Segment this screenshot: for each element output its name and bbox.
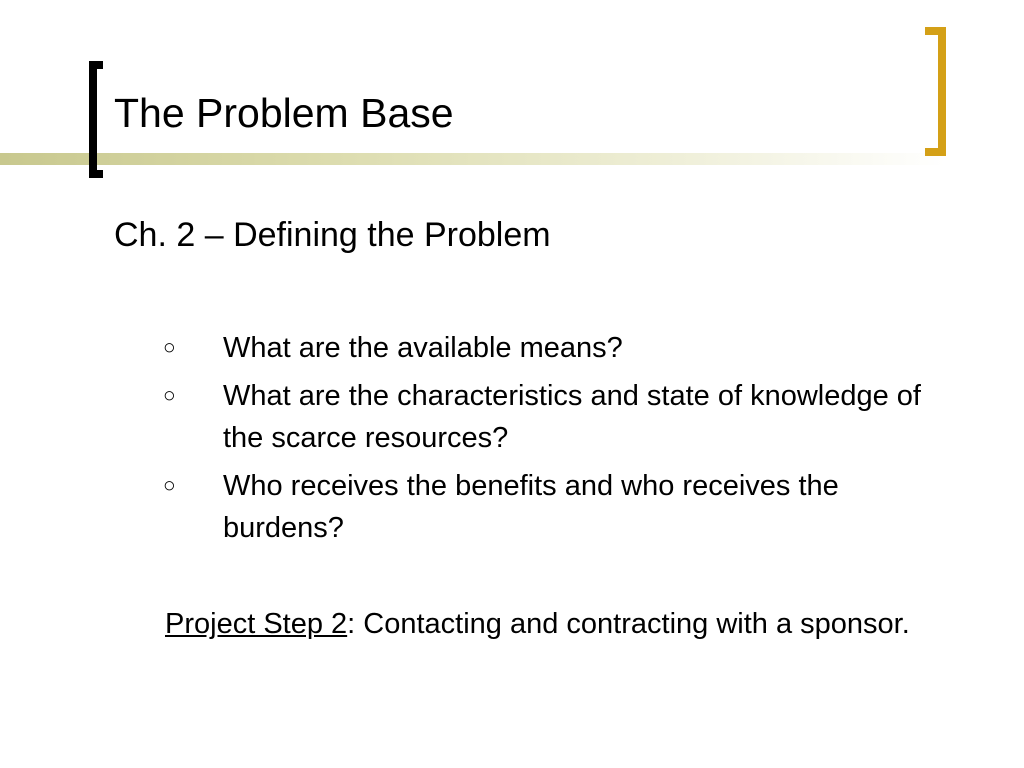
project-step-paragraph: [165, 603, 1003, 645]
project-step-link[interactable]: Project Step 2: [165, 608, 348, 640]
hollow-circle-icon: ○: [163, 474, 176, 497]
bullet-item: [160, 375, 960, 459]
bullet-list: [160, 327, 960, 555]
left-bracket-decoration: [89, 61, 103, 178]
chapter-heading: Ch. 2 – Defining the Problem: [114, 216, 551, 254]
hollow-circle-icon: ○: [163, 336, 176, 359]
slide-title: The Problem Base: [114, 90, 454, 136]
right-bracket-decoration: [925, 27, 946, 156]
bullet-text: Who receives the benefits and who receives the burdens?: [223, 470, 839, 544]
hollow-circle-icon: ○: [163, 384, 176, 407]
accent-band: [0, 153, 945, 165]
bullet-item: [160, 327, 960, 369]
bullet-text: What are the characteristics and state of knowledge of the scarce resources?: [223, 380, 921, 454]
project-step-text: : Contacting and contracting with a sponsor.: [347, 608, 910, 640]
bullet-item: [160, 465, 960, 549]
bullet-text: What are the available means?: [223, 332, 623, 364]
